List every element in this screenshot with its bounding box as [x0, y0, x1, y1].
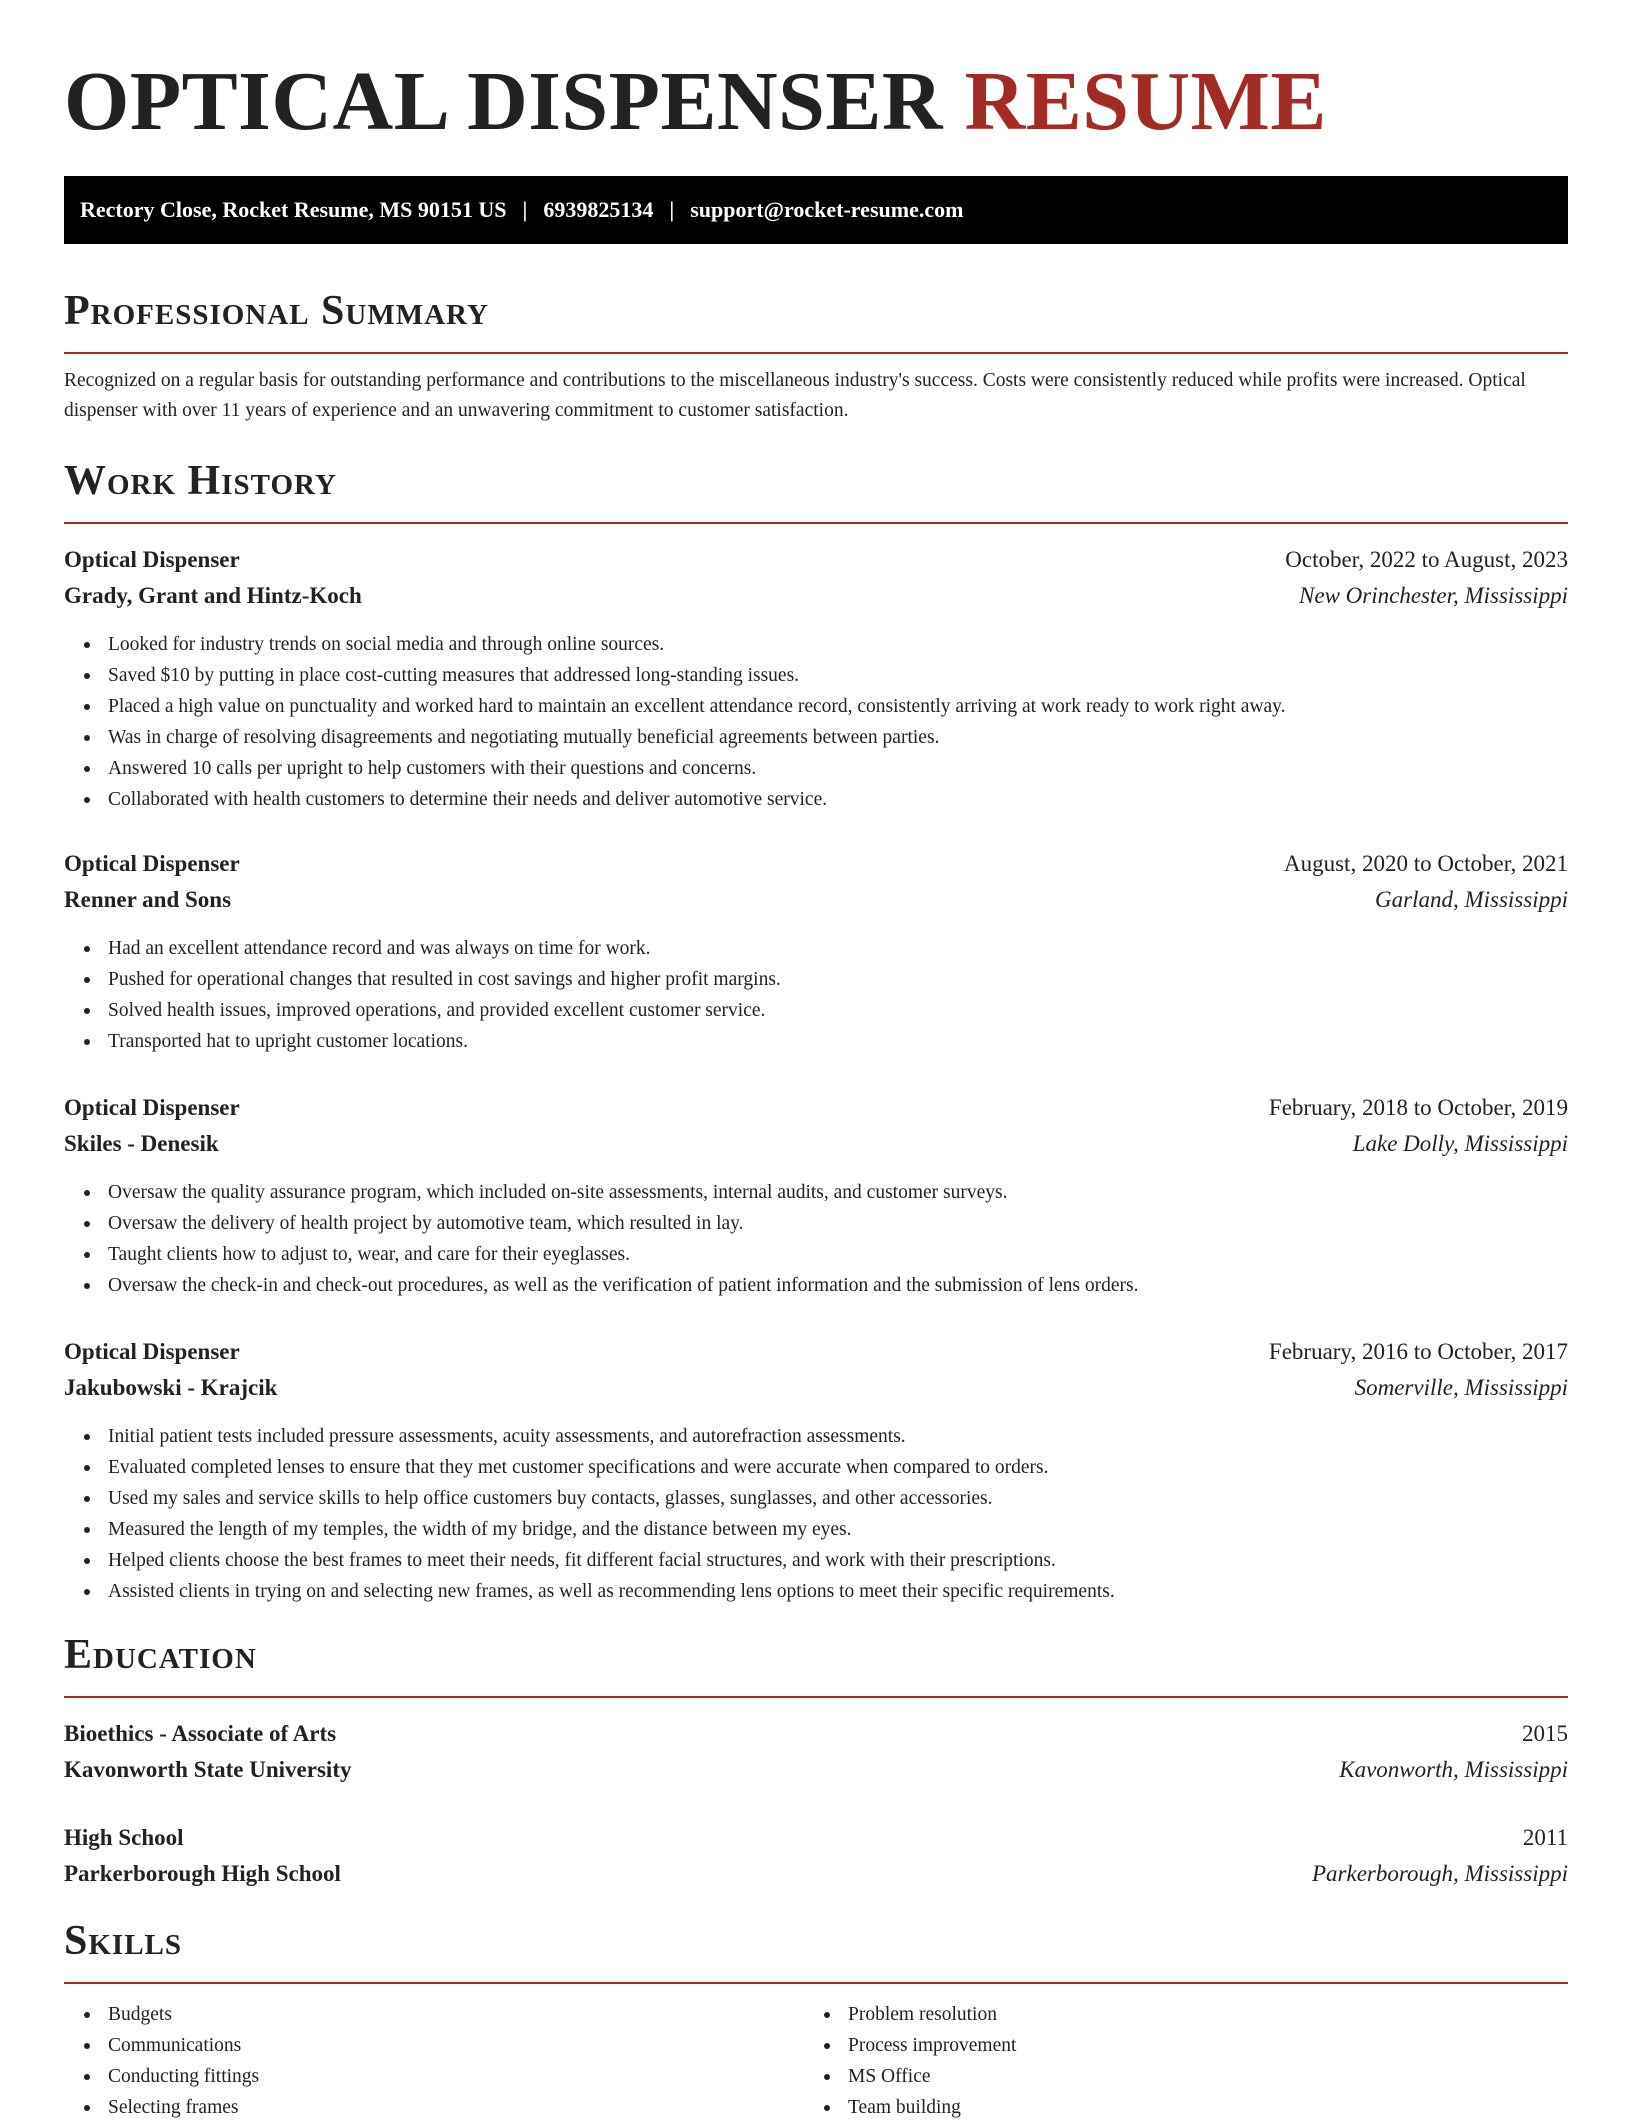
list-item: Was in charge of resolving disagreements and negotiating mutually beneficial agreements between parties.	[64, 722, 1568, 753]
list-item: Pushed for operational changes that resulted in cost savings and higher profit margins.	[64, 964, 1568, 995]
job-title: Optical Dispenser	[64, 1095, 240, 1120]
contact-separator: |	[522, 197, 528, 222]
job-location: Lake Dolly, Mississippi	[1352, 1131, 1568, 1156]
list-item: Initial patient tests included pressure assessments, acuity assessments, and autorefraction assessments.	[64, 1421, 1568, 1452]
section-title: Work History	[64, 458, 337, 504]
contact-address: Rectory Close, Rocket Resume, MS 90151 US	[80, 197, 507, 222]
job-company: Jakubowski - Krajcik	[64, 1375, 278, 1400]
list-item: Helped clients choose the best frames to meet their needs, fit different facial structures, and work with their prescriptions.	[64, 1545, 1568, 1576]
job-title-row	[64, 1334, 1568, 1370]
section-title: Education	[64, 1632, 257, 1678]
list-item: Saved $10 by putting in place cost-cutting measures that addressed long-standing issues.	[64, 660, 1568, 691]
job-dates: February, 2018 to October, 2019	[1268, 1095, 1568, 1120]
work-history-section-heading	[64, 454, 1568, 524]
job-location: Somerville, Mississippi	[1354, 1375, 1568, 1400]
skill-item: MS Office	[804, 2061, 1632, 2092]
job-title: Optical Dispenser	[64, 851, 240, 876]
list-item: Assisted clients in trying on and selecting new frames, as well as recommending lens options to meet their specific requirements.	[64, 1576, 1568, 1607]
skill-item: Communications	[64, 2030, 1568, 2061]
job-title: Optical Dispenser	[64, 1339, 240, 1364]
job-dates: October, 2022 to August, 2023	[1285, 547, 1568, 572]
section-title: Professional Summary	[64, 288, 489, 334]
education-degree-row	[64, 1820, 1568, 1856]
skill-item: Team building	[804, 2092, 1632, 2123]
list-item: Evaluated completed lenses to ensure that they met customer specifications and were accurate when compared to orders.	[64, 1452, 1568, 1483]
contact-email[interactable]: support@rocket-resume.com	[690, 197, 964, 222]
list-item: Collaborated with health customers to determine their needs and deliver automotive service.	[64, 784, 1568, 815]
job-title-row	[64, 542, 1568, 578]
education-year: 2011	[1522, 1825, 1568, 1850]
education-school-row	[64, 1856, 1568, 1892]
title-main: OPTICAL DISPENSER	[64, 55, 944, 148]
job-bullets	[64, 1421, 1568, 1607]
summary-section-heading	[64, 284, 1568, 354]
job-company-row	[64, 1370, 1568, 1406]
list-item: Oversaw the delivery of health project by automotive team, which resulted in lay.	[64, 1208, 1568, 1239]
job-dates: February, 2016 to October, 2017	[1268, 1339, 1568, 1364]
job-bullets	[64, 933, 1568, 1057]
skills-list-right	[804, 1999, 1632, 2123]
job-company: Grady, Grant and Hintz-Koch	[64, 583, 362, 608]
list-item: Answered 10 calls per upright to help customers with their questions and concerns.	[64, 753, 1568, 784]
contact-phone: 6939825134	[543, 197, 654, 222]
education-school-row	[64, 1752, 1568, 1788]
list-item: Taught clients how to adjust to, wear, and care for their eyeglasses.	[64, 1239, 1568, 1270]
list-item: Transported hat to upright customer locations.	[64, 1026, 1568, 1057]
job-bullets	[64, 629, 1568, 815]
education-section-heading	[64, 1628, 1568, 1698]
list-item: Oversaw the quality assurance program, which included on-site assessments, internal audits, and customer surveys.	[64, 1177, 1568, 1208]
list-item: Had an excellent attendance record and was always on time for work.	[64, 933, 1568, 964]
resume-title	[64, 52, 1327, 152]
skill-item: Budgets	[64, 1999, 1568, 2030]
education-school: Kavonworth State University	[64, 1757, 352, 1782]
job-company: Skiles - Denesik	[64, 1131, 219, 1156]
skill-item: Problem resolution	[804, 1999, 1632, 2030]
job-company-row	[64, 1126, 1568, 1162]
job-company-row	[64, 578, 1568, 614]
job-bullets	[64, 1177, 1568, 1301]
job-location: Garland, Mississippi	[1375, 887, 1568, 912]
job-location: New Orinchester, Mississippi	[1299, 583, 1568, 608]
skill-item: Conducting fittings	[64, 2061, 1568, 2092]
job-title: Optical Dispenser	[64, 547, 240, 572]
skill-item: Process improvement	[804, 2030, 1632, 2061]
job-title-row	[64, 846, 1568, 882]
education-degree: Bioethics - Associate of Arts	[64, 1721, 337, 1746]
job-dates: August, 2020 to October, 2021	[1284, 851, 1568, 876]
list-item: Measured the length of my temples, the width of my bridge, and the distance between my eyes.	[64, 1514, 1568, 1545]
education-degree: High School	[64, 1825, 184, 1850]
job-company: Renner and Sons	[64, 887, 232, 912]
list-item: Looked for industry trends on social media and through online sources.	[64, 629, 1568, 660]
skill-item: Selecting frames	[64, 2092, 1568, 2123]
title-accent: RESUME	[964, 55, 1327, 148]
contact-bar	[64, 176, 1568, 244]
list-item: Placed a high value on punctuality and worked hard to maintain an excellent attendance record, consistently arriving at work ready to work right away.	[64, 691, 1568, 722]
list-item: Used my sales and service skills to help office customers buy contacts, glasses, sunglasses, and other accessories.	[64, 1483, 1568, 1514]
education-year: 2015	[1522, 1721, 1568, 1746]
section-title: Skills	[64, 1918, 183, 1964]
education-degree-row	[64, 1716, 1568, 1752]
contact-separator: |	[669, 197, 675, 222]
education-location: Kavonworth, Mississippi	[1339, 1757, 1568, 1782]
list-item: Oversaw the check-in and check-out procedures, as well as the verification of patient information and the submission of lens orders.	[64, 1270, 1568, 1301]
job-company-row	[64, 882, 1568, 918]
job-title-row	[64, 1090, 1568, 1126]
list-item: Solved health issues, improved operations, and provided excellent customer service.	[64, 995, 1568, 1026]
skills-section-heading	[64, 1914, 1568, 1984]
education-school: Parkerborough High School	[64, 1861, 341, 1886]
education-location: Parkerborough, Mississippi	[1312, 1861, 1568, 1886]
summary-text: Recognized on a regular basis for outstanding performance and contributions to the miscellaneous industry's success. Costs were consistently reduced while profits were increased. Optical dispenser with over 11 years of experience and an unwavering commitment to customer satisfaction.	[64, 370, 1526, 421]
